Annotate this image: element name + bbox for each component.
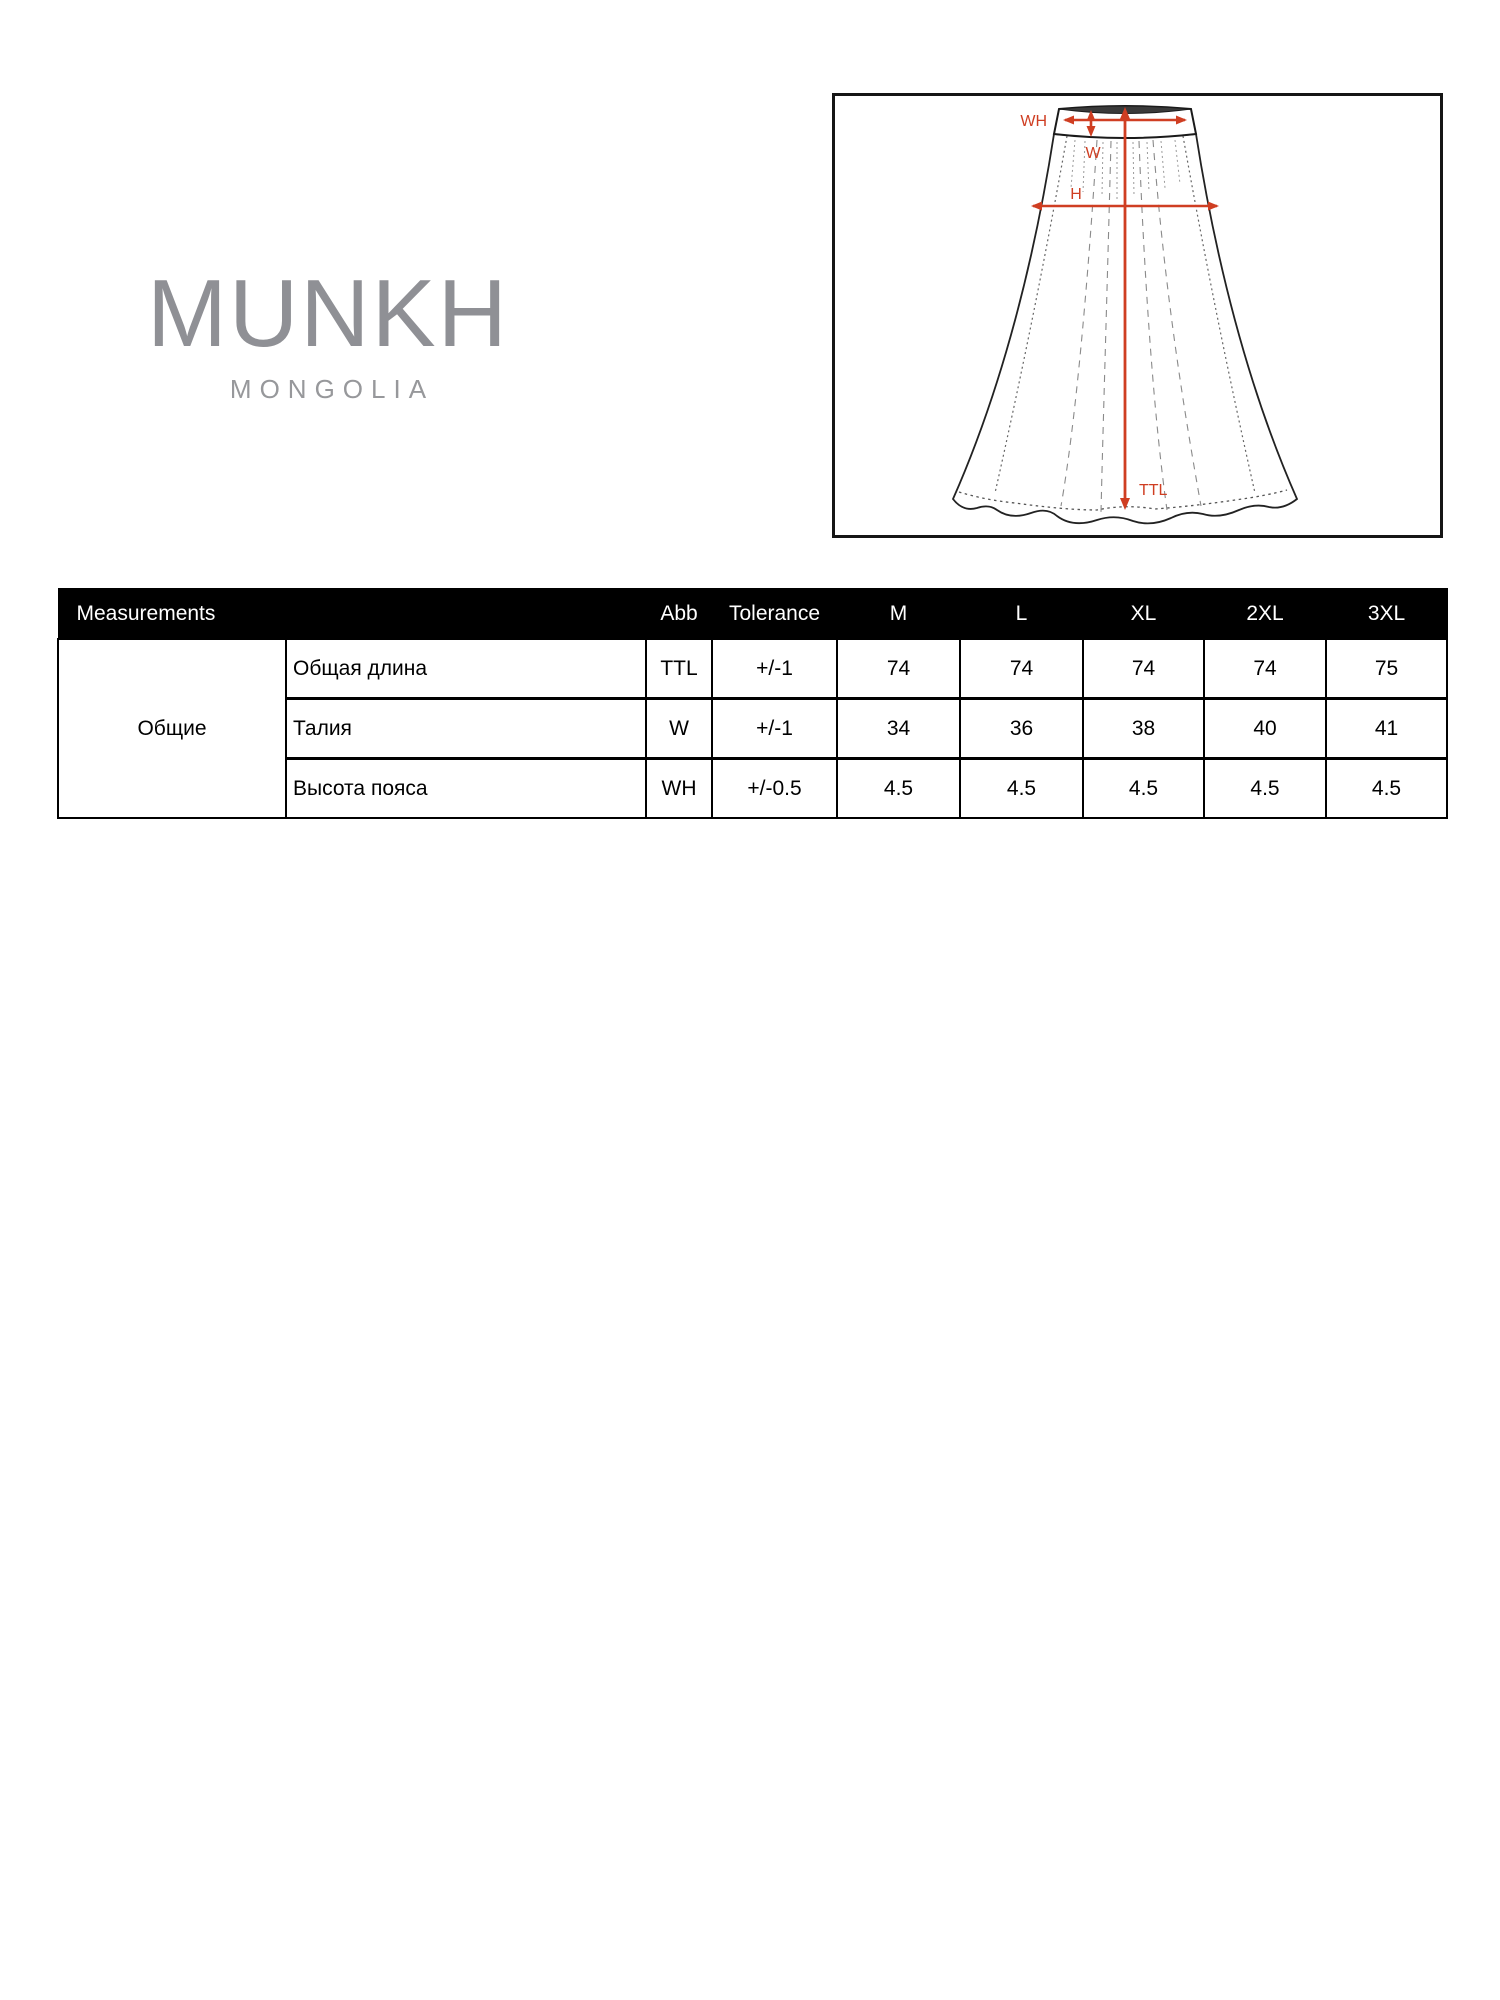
value-cell: 40 <box>1204 699 1326 759</box>
label-wh: WH <box>1020 113 1047 130</box>
brand-logo <box>142 260 514 405</box>
value-cell: 34 <box>837 699 960 759</box>
header-size-xl: XL <box>1083 589 1204 640</box>
header-size-2xl: 2XL <box>1204 589 1326 640</box>
skirt-sketch-icon <box>835 96 1440 535</box>
header-size-3xl: 3XL <box>1326 589 1447 640</box>
table-header-row <box>58 589 1447 640</box>
value-cell: 4.5 <box>1326 759 1447 819</box>
header-abb: Abb <box>646 589 712 640</box>
garment-diagram-frame <box>832 93 1443 538</box>
header-measurements: Measurements <box>58 589 646 640</box>
value-cell: 38 <box>1083 699 1204 759</box>
abb-cell: W <box>646 699 712 759</box>
value-cell: 4.5 <box>1204 759 1326 819</box>
table-row <box>58 639 1447 699</box>
label-ttl: TTL <box>1139 482 1168 499</box>
value-cell: 75 <box>1326 639 1447 699</box>
label-w: W <box>1085 145 1101 162</box>
value-cell: 74 <box>1204 639 1326 699</box>
header-size-l: L <box>960 589 1083 640</box>
tolerance-cell: +/-1 <box>712 639 837 699</box>
abb-cell: TTL <box>646 639 712 699</box>
label-h: H <box>1070 186 1082 203</box>
brand-name: MUNKH <box>147 260 509 367</box>
tolerance-cell: +/-1 <box>712 699 837 759</box>
header-tolerance: Tolerance <box>712 589 837 640</box>
measure-name-cell: Талия <box>286 699 646 759</box>
group-cell: Общие <box>58 639 286 818</box>
measurements-table <box>57 588 1448 819</box>
value-cell: 36 <box>960 699 1083 759</box>
measure-name-cell: Общая длина <box>286 639 646 699</box>
value-cell: 74 <box>837 639 960 699</box>
value-cell: 4.5 <box>960 759 1083 819</box>
brand-subtitle: MONGOLIA <box>229 374 435 404</box>
measure-name-cell: Высота пояса <box>286 759 646 819</box>
header-size-m: M <box>837 589 960 640</box>
value-cell: 4.5 <box>837 759 960 819</box>
abb-cell: WH <box>646 759 712 819</box>
value-cell: 74 <box>1083 639 1204 699</box>
value-cell: 74 <box>960 639 1083 699</box>
tolerance-cell: +/-0.5 <box>712 759 837 819</box>
value-cell: 41 <box>1326 699 1447 759</box>
value-cell: 4.5 <box>1083 759 1204 819</box>
